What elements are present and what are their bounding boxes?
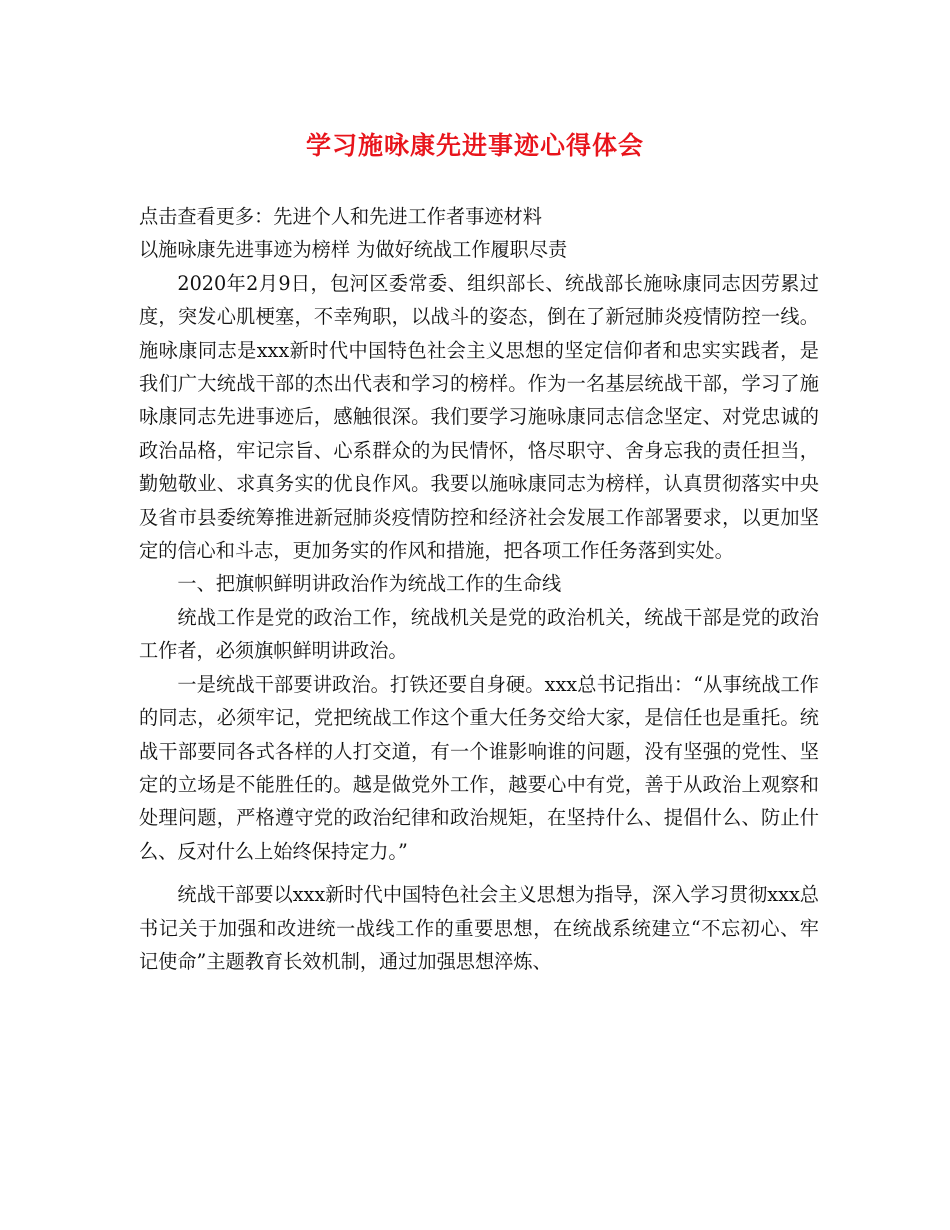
body-paragraph: 一是统战干部要讲政治。打铁还要自身硬。xxx总书记指出：“从事统战工作的同志，必须牢记，党把统战工作这个重大任务交给大家，是信任也是重托。统战干部要同各式各样的人打交道，有一个谁影响谁的问题，没有坚强的党性、坚定的立场是不能胜任的。越是做党外工作，越要心中有党，善于从政治上观察和处理问题，严格遵守党的政治纪律和政治规矩，在坚持什么、提倡什么、防止什么、反对什么上始终保持定力。” [139, 672, 819, 863]
body-paragraph: 2020年2月9日，包河区委常委、组织部长、统战部长施咏康同志因劳累过度，突发心肌梗塞，不幸殉职，以战斗的姿态，倒在了新冠肺炎疫情防控一线。施咏康同志是xxx新时代中国特色社会主义思想的坚定信仰者和忠实实践者，是我们广大统战干部的杰出代表和学习的榜样。作为一名基层统战干部，学习了施咏康同志先进事迹后，感触很深。我们要学习施咏康同志信念坚定、对党忠诚的政治品格，牢记宗旨、心系群众的为民情怀，恪尽职守、舍身忘我的责任担当，勤勉敬业、求真务实的优良作风。我要以施咏康同志为榜样，认真贯彻落实中央及省市县委统筹推进新冠肺炎疫情防控和经济社会发展工作部署要求，以更加坚定的信心和斗志，更加务实的作风和措施，把各项工作任务落到实处。 [139, 271, 819, 563]
link-more-paragraph: 点击查看更多：先进个人和先进工作者事迹材料 [139, 205, 542, 228]
body-paragraph: 统战干部要以xxx新时代中国特色社会主义思想为指导，深入学习贯彻xxx总书记关于加强和改进统一战线工作的重要思想，在统战系统建立“不忘初心、牢记使命”主题教育长效机制，通过加强思想淬炼、 [139, 883, 819, 973]
subtitle-paragraph: 以施咏康先进事迹为榜样 为做好统战工作履职尽责 [139, 238, 568, 262]
section-heading: 一、把旗帜鲜明讲政治作为统战工作的生命线 [177, 572, 562, 596]
body-paragraph: 统战工作是党的政治工作，统战机关是党的政治机关，统战干部是党的政治工作者，必须旗帜鲜明讲政治。 [139, 605, 819, 663]
document-title: 学习施咏康先进事迹心得体会 [305, 131, 644, 160]
document-body [139, 200, 819, 978]
